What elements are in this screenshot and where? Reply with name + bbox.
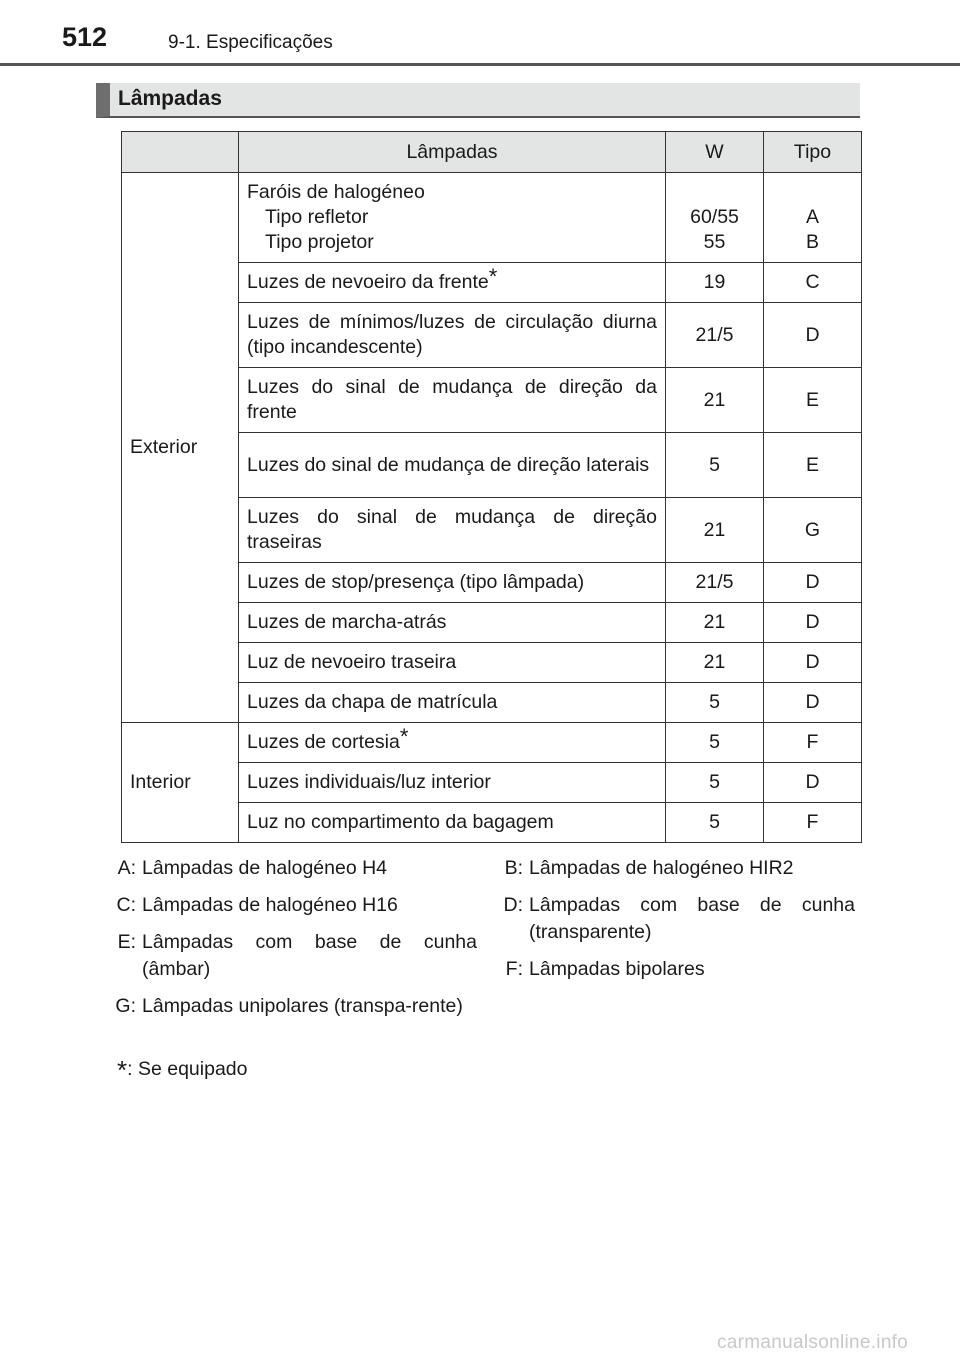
footnote-marker: *	[488, 264, 498, 289]
type-cell: D	[764, 603, 862, 643]
lamp-name: Luzes de marcha-atrás	[239, 603, 666, 643]
type-cell: F	[764, 723, 862, 763]
type-value: B	[805, 231, 819, 253]
legend-text: Lâmpadas unipolares (transpa-rente)	[142, 995, 463, 1017]
page-number: 512	[62, 22, 108, 52]
legend-item-b	[504, 855, 855, 882]
legend-text: Lâmpadas com base de cunha (âmbar)	[142, 931, 477, 980]
watt-value: 60/55	[690, 206, 739, 228]
lamp-name: Luzes de stop/presença (tipo lâmpada)	[239, 563, 666, 603]
type-cell: F	[764, 803, 862, 843]
legend-text: Lâmpadas bipolares	[529, 958, 705, 980]
bulb-spec-table	[121, 131, 862, 843]
legend-key: E:	[117, 931, 136, 953]
section-header	[96, 83, 860, 118]
type-cell: D	[764, 643, 862, 683]
footnote-text: : Se equipado	[127, 1058, 248, 1080]
footnote	[117, 1055, 248, 1089]
legend-item-d	[503, 892, 855, 946]
watt-value: 55	[703, 231, 726, 253]
lamp-name: Luzes do sinal de mudança de direção da frente	[239, 368, 666, 433]
lamp-name-text: Luzes de nevoeiro da frente	[247, 271, 489, 293]
header-divider	[0, 63, 960, 66]
table-row	[122, 723, 862, 763]
chapter-title: 9-1. Especificações	[168, 32, 333, 53]
lamp-sub-projector: Tipo projetor	[265, 231, 374, 253]
type-cell: E	[764, 433, 862, 498]
type-value: A	[805, 206, 819, 228]
legend-key: A:	[117, 857, 136, 879]
legend-text: Lâmpadas de halogéneo H4	[142, 857, 388, 879]
watt-cell: 5	[666, 763, 764, 803]
legend-item-a	[117, 855, 477, 882]
watt-cell: 5	[666, 803, 764, 843]
table-header-row	[122, 132, 862, 173]
section-title: Lâmpadas	[118, 87, 222, 110]
watt-cell: 21	[666, 498, 764, 563]
lamp-name: Luzes de mínimos/luzes de circulação diurna (tipo incandescente)	[239, 303, 666, 368]
watt-cell: 21/5	[666, 303, 764, 368]
lamp-name: Luzes da chapa de matrícula	[239, 683, 666, 723]
legend-item-f	[505, 956, 855, 983]
legend-text: Lâmpadas de halogéneo H16	[142, 894, 398, 916]
header-type: Tipo	[764, 132, 862, 173]
type-cell: D	[764, 763, 862, 803]
watt-cell	[666, 173, 764, 263]
type-cell: D	[764, 303, 862, 368]
legend-key: F:	[505, 958, 523, 980]
header-group	[122, 132, 239, 173]
lamp-name-main: Faróis de halogéneo	[247, 181, 425, 203]
watt-cell: 5	[666, 683, 764, 723]
legend-key: D:	[503, 894, 523, 916]
footnote-marker: *	[399, 724, 409, 749]
table-row	[122, 173, 862, 263]
watt-cell: 21	[666, 643, 764, 683]
lamp-name: Luzes do sinal de mudança de direção traseiras	[239, 498, 666, 563]
lamp-name	[239, 263, 666, 303]
legend-item-c	[116, 892, 477, 919]
legend-text: Lâmpadas com base de cunha (transparente)	[529, 894, 855, 943]
header-watt: W	[666, 132, 764, 173]
group-interior: Interior	[122, 723, 239, 843]
watermark: carmanualsonline.info	[717, 1332, 909, 1353]
legend-key: B:	[504, 857, 523, 879]
lamp-name: Luzes do sinal de mudança de direção laterais	[239, 433, 666, 498]
legend-key: C:	[116, 894, 136, 916]
type-cell: E	[764, 368, 862, 433]
lamp-sub-reflector: Tipo refletor	[265, 206, 369, 228]
watt-cell: 5	[666, 723, 764, 763]
watt-cell: 21	[666, 603, 764, 643]
lamp-name: Luzes individuais/luz interior	[239, 763, 666, 803]
watt-cell: 21	[666, 368, 764, 433]
lamp-name	[239, 723, 666, 763]
lamp-name	[239, 173, 666, 263]
watt-cell: 21/5	[666, 563, 764, 603]
legend-item-e	[117, 929, 477, 983]
watt-cell: 5	[666, 433, 764, 498]
type-cell	[764, 173, 862, 263]
legend-item-g	[115, 993, 477, 1020]
type-cell: D	[764, 563, 862, 603]
type-cell: G	[764, 498, 862, 563]
type-cell: C	[764, 263, 862, 303]
type-cell: D	[764, 683, 862, 723]
watt-cell: 19	[666, 263, 764, 303]
lamp-name: Luz de nevoeiro traseira	[239, 643, 666, 683]
legend-text: Lâmpadas de halogéneo HIR2	[529, 857, 794, 879]
group-exterior: Exterior	[122, 173, 239, 723]
lamp-name: Luz no compartimento da bagagem	[239, 803, 666, 843]
footnote-star: *	[117, 1055, 128, 1085]
header-lamps: Lâmpadas	[239, 132, 666, 173]
legend-key: G:	[115, 995, 136, 1017]
lamp-name-text: Luzes de cortesia	[247, 731, 400, 753]
